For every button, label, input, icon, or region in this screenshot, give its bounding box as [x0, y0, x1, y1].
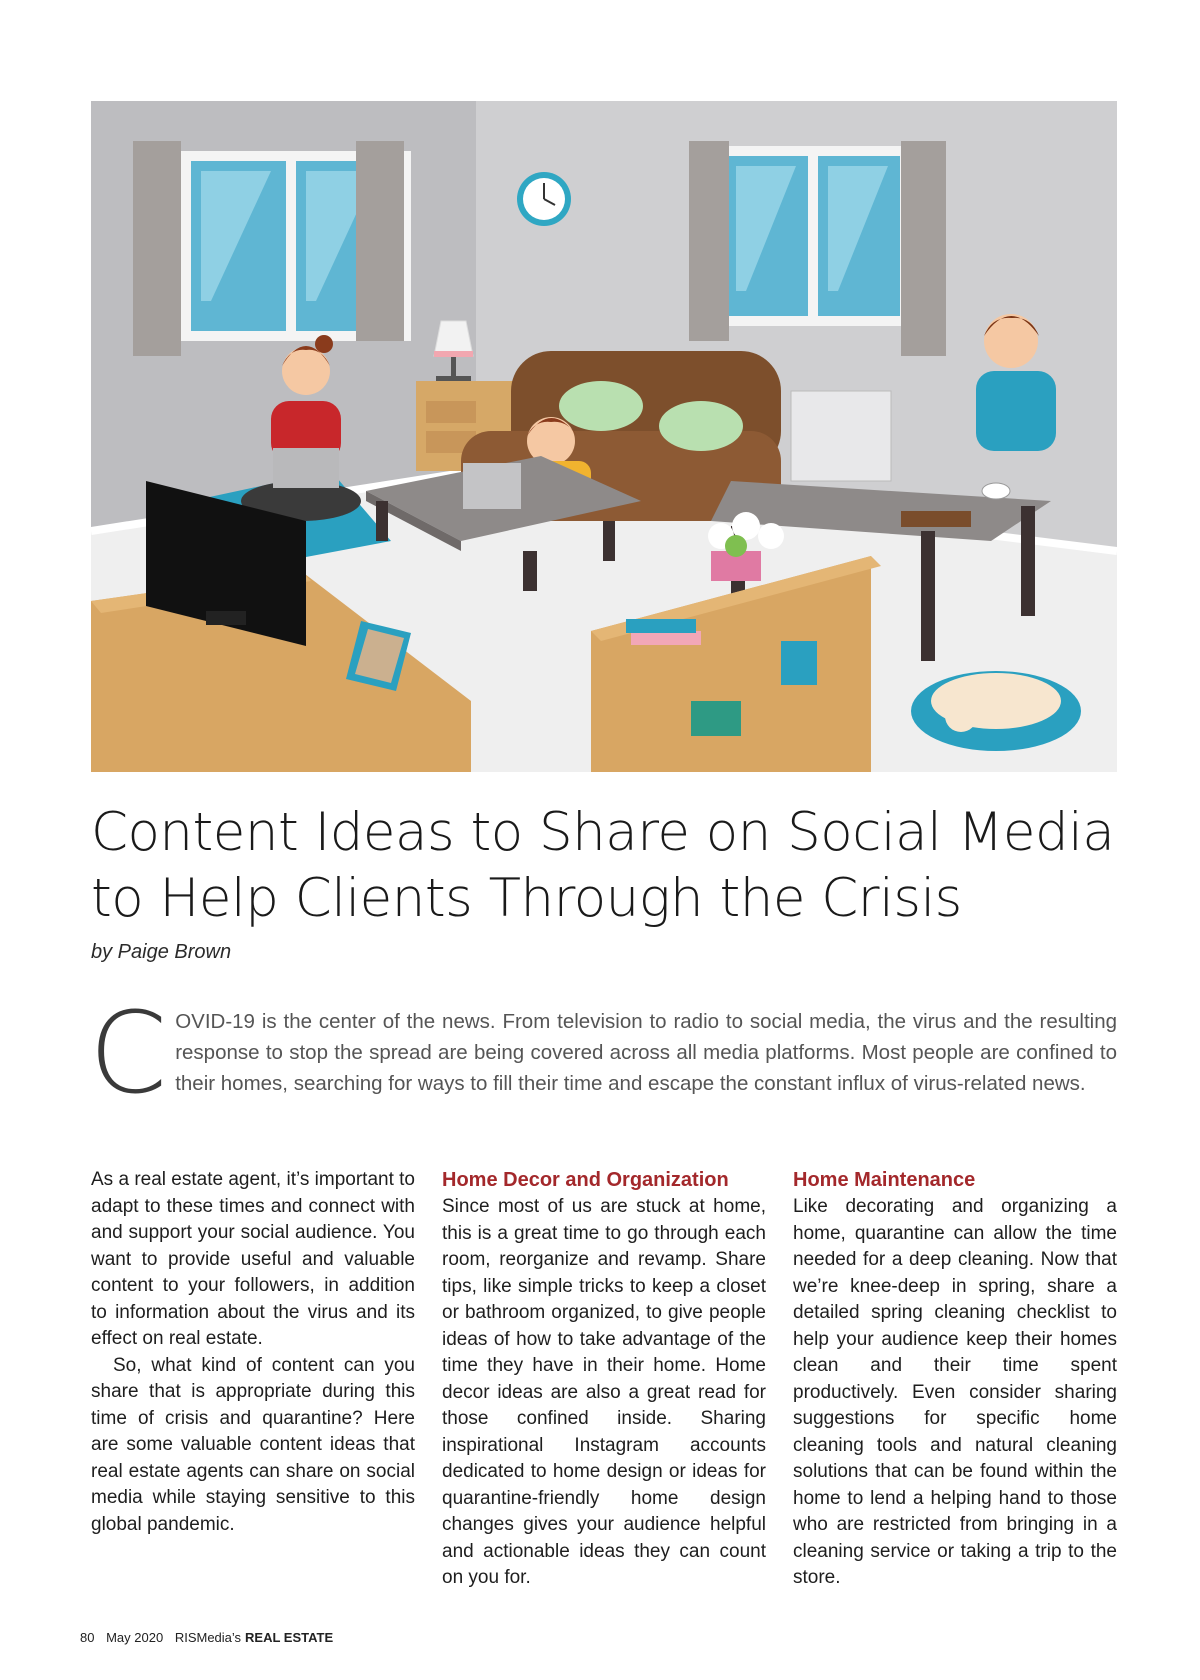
drop-cap: C [89, 989, 168, 1119]
living-room-illustration [91, 101, 1117, 772]
issue-date: May 2020 [106, 1630, 164, 1645]
section-heading-home-maintenance: Home Maintenance [793, 1169, 976, 1191]
column-home-decor [442, 1167, 766, 1592]
page-number: 80 [80, 1630, 95, 1645]
article-byline: by Paige Brown [91, 941, 232, 963]
left-window [133, 141, 411, 356]
section-heading-home-decor: Home Decor and Organization [442, 1169, 729, 1191]
hero-illustration [91, 101, 1117, 772]
lead-text: OVID-19 is the center of the news. From television to radio to social media, the virus and the resulting response to stop the spread are being covered across all media platforms. Most people are confined to their homes, searching for ways to fill their time and escape the constant influx of virus-related news. [175, 1010, 1117, 1095]
column-intro [91, 1167, 415, 1538]
lead-paragraph [89, 989, 1117, 1119]
intro-paragraph-2: So, what kind of content can you share that is appropriate during this time of crisis and quarantine? Here are some valuable content ideas that real estate agents can share on social media while staying sensitive to this global pandemic. [91, 1354, 415, 1535]
right-window [689, 141, 946, 356]
page-footer [80, 1630, 333, 1645]
publication-name: RISMedia’s [174, 1630, 242, 1645]
section-body-home-decor: Since most of us are stuck at home, this is a great time to go through each room, reorganize and revamp. Share tips, like simple tricks to keep a closet or bathroom organized, to give people ideas of how to take advantage of the time they have in their home. Home decor ideas are also a great read for those confined inside. Sharing inspirational Instagram accounts dedicated to home design or ideas for quarantine-friendly home design changes gives your audience helpful and actionable ideas they can count on you for. [442, 1196, 766, 1588]
column-home-maintenance [793, 1167, 1117, 1592]
article-title: Content Ideas to Share on Social Media to Help Clients Through the Crisis [91, 802, 1115, 929]
section-body-home-maintenance: Like decorating and organizing a home, quarantine can allow the time needed for a deep cleaning. Now that we’re knee-deep in spring, share a detailed spring cleaning checklist to help your audience keep their homes clean and their time spent productively. Even consider sharing suggestions for specific home cleaning tools and natural cleaning solutions that can be found within the home to lend a helping hand to those who are restricted from bringing in a cleaning service or taking a trip to the store. [793, 1196, 1117, 1588]
sleeping-dog [911, 671, 1081, 751]
wall-clock [517, 172, 571, 226]
intro-paragraph-1: As a real estate agent, it’s important to adapt to these times and connect with and support your social audience. You want to provide useful and valuable content to your followers, in addition to information about the virus and its effect on real estate. [91, 1169, 415, 1349]
publication-title: REAL ESTATE [245, 1630, 334, 1645]
